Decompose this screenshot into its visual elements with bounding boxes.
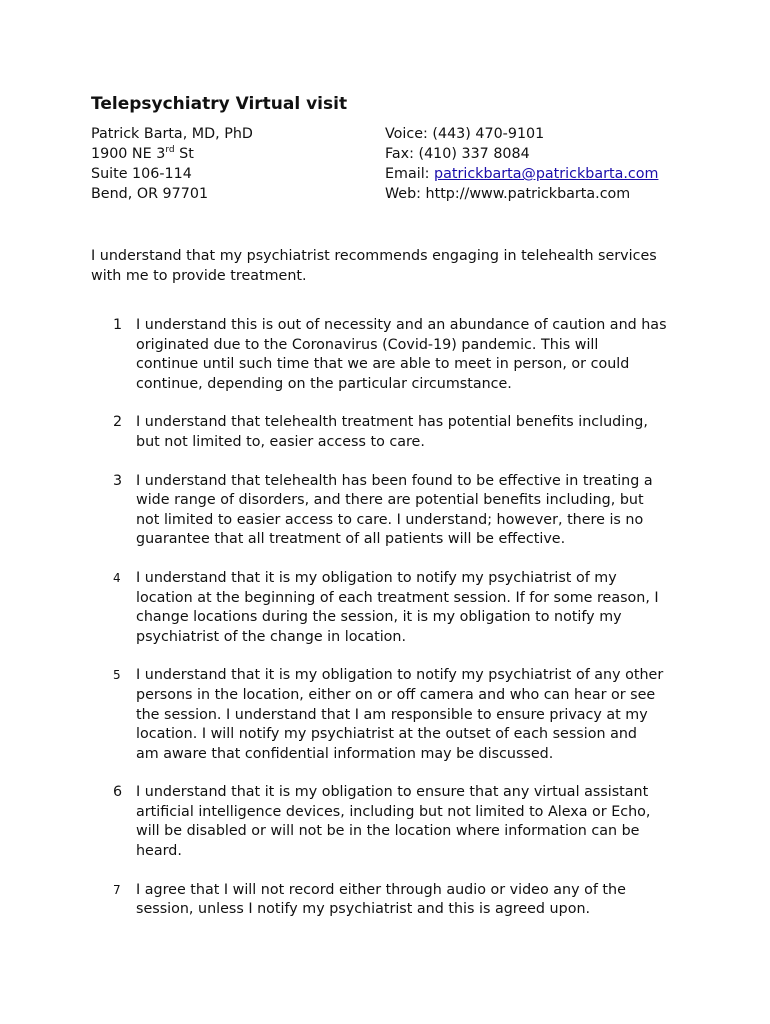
list-item bbox=[91, 783, 691, 861]
list-item bbox=[91, 881, 691, 920]
document-title: Telepsychiatry Virtual visit bbox=[91, 94, 348, 114]
list-item-number: 2 bbox=[113, 414, 123, 431]
provider-email-line bbox=[385, 165, 658, 185]
provider-street bbox=[91, 145, 253, 165]
list-item-text: I understand that telehealth treatment has potential benefits including, but not limited to, easier access to care. bbox=[136, 414, 648, 450]
street-suffix: St bbox=[174, 146, 194, 162]
street-prefix: 1900 NE 3 bbox=[91, 146, 166, 162]
consent-items-list bbox=[91, 316, 691, 939]
list-item-text: I understand that telehealth has been found to be effective in treating a wide range of disorders, and there are potential benefits including, but not limited to easier access to care. I understand; however, there is no guarantee that all treatment of all patients will be effective. bbox=[136, 472, 653, 548]
provider-fax: Fax: (410) 337 8084 bbox=[385, 146, 530, 162]
list-item-number: 4 bbox=[113, 570, 121, 585]
email-link[interactable]: patrickbarta@patrickbarta.com bbox=[434, 166, 659, 182]
list-item bbox=[91, 666, 691, 764]
list-item-number: 7 bbox=[113, 882, 121, 897]
list-item bbox=[91, 413, 691, 452]
list-item bbox=[91, 316, 691, 394]
provider-city: Bend, OR 97701 bbox=[91, 186, 209, 202]
list-item-text: I understand that it is my obligation to ensure that any virtual assistant artificial intelligence devices, including but not limited to Alexa or Echo, will be disabled or will not be in the location where information can be heard. bbox=[136, 784, 651, 860]
provider-name: Patrick Barta, MD, PhD bbox=[91, 126, 253, 142]
street-ordinal: rd bbox=[165, 145, 175, 156]
email-label: Email: bbox=[385, 166, 435, 182]
provider-web: Web: http://www.patrickbarta.com bbox=[385, 186, 631, 202]
provider-voice: Voice: (443) 470-9101 bbox=[385, 126, 545, 142]
list-item-text: I understand that it is my obligation to notify my psychiatrist of my location at the beginning of each treatment session. If for some reason, I change locations during the session, it is my obligation to notify my psychiatrist of the change in location. bbox=[136, 569, 659, 645]
list-item-text: I agree that I will not record either through audio or video any of the session, unless I notify my psychiatrist and this is agreed upon. bbox=[136, 881, 626, 918]
list-item-text: I understand that it is my obligation to notify my psychiatrist of any other persons in the location, either on or off camera and who can hear or see the session. I understand that I am responsible to ensure privacy at my location. I will notify my psychiatrist at the outset of each session and am aware that confidential information may be discussed. bbox=[136, 667, 664, 762]
list-item bbox=[91, 569, 691, 647]
provider-suite: Suite 106-114 bbox=[91, 166, 192, 182]
list-item-number: 3 bbox=[113, 472, 123, 489]
list-item-text: I understand this is out of necessity and an abundance of caution and has originated due to the Coronavirus (Covid-19) pandemic. This will continue until such time that we are able to meet in person, or could continue, depending on the particular circumstance. bbox=[136, 317, 667, 392]
intro-paragraph: I understand that my psychiatrist recommends engaging in telehealth services with me to provide treatment. bbox=[91, 248, 657, 284]
provider-address-block bbox=[91, 125, 253, 205]
list-item-number: 6 bbox=[113, 784, 123, 801]
provider-contact-block bbox=[385, 125, 658, 205]
list-item-number: 5 bbox=[113, 668, 121, 683]
list-item-number: 1 bbox=[113, 317, 123, 333]
list-item bbox=[91, 472, 691, 550]
